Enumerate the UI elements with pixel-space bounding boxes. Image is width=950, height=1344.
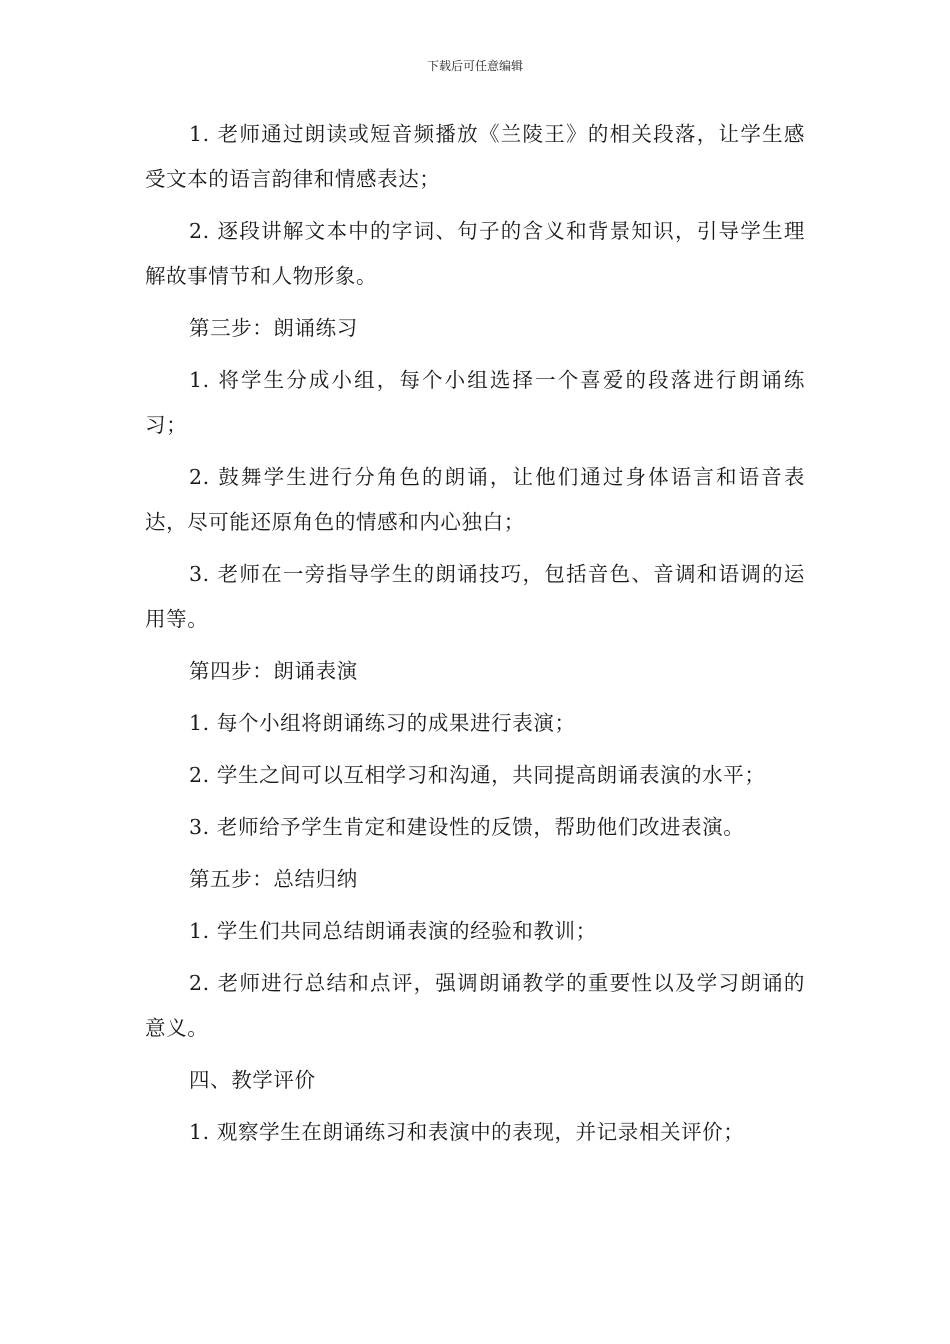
paragraph-4: 2. 鼓舞学生进行分角色的朗诵，让他们通过身体语言和语音表达，尽可能还原角色的情感和内心独白； xyxy=(145,465,805,534)
paragraph-10: 2. 老师进行总结和点评，强调朗诵教学的重要性以及学习朗诵的意义。 xyxy=(145,971,805,1040)
paragraph-6: 1. 每个小组将朗诵练习的成果进行表演； xyxy=(189,711,576,735)
document-body xyxy=(145,112,805,1162)
paragraph-3: 1. 将学生分成小组，每个小组选择一个喜爱的段落进行朗诵练习； xyxy=(145,368,805,437)
section-heading-step-4: 第四步：朗诵表演 xyxy=(189,659,358,683)
paragraph-11: 1. 观察学生在朗诵练习和表演中的表现，并记录相关评价； xyxy=(189,1120,745,1144)
paragraph-9: 1. 学生们共同总结朗诵表演的经验和教训； xyxy=(189,919,597,943)
section-heading-evaluation: 四、教学评价 xyxy=(189,1068,316,1092)
paragraph-5: 3. 老师在一旁指导学生的朗诵技巧，包括音色、音调和语调的运用等。 xyxy=(145,562,805,631)
section-heading-step-3: 第三步：朗诵练习 xyxy=(189,316,358,340)
paragraph-1: 1. 老师通过朗读或短音频播放《兰陵王》的相关段落，让学生感受文本的语言韵律和情感表达； xyxy=(145,122,805,191)
paragraph-2: 2. 逐段讲解文本中的字词、句子的含义和背景知识，引导学生理解故事情节和人物形象。 xyxy=(145,219,805,288)
section-heading-step-5: 第五步：总结归纳 xyxy=(189,867,358,891)
paragraph-7: 2. 学生之间可以互相学习和沟通，共同提高朗诵表演的水平； xyxy=(189,763,766,787)
page-header: 下载后可任意编辑 xyxy=(426,59,523,73)
paragraph-8: 3. 老师给予学生肯定和建设性的反馈，帮助他们改进表演。 xyxy=(189,815,745,839)
